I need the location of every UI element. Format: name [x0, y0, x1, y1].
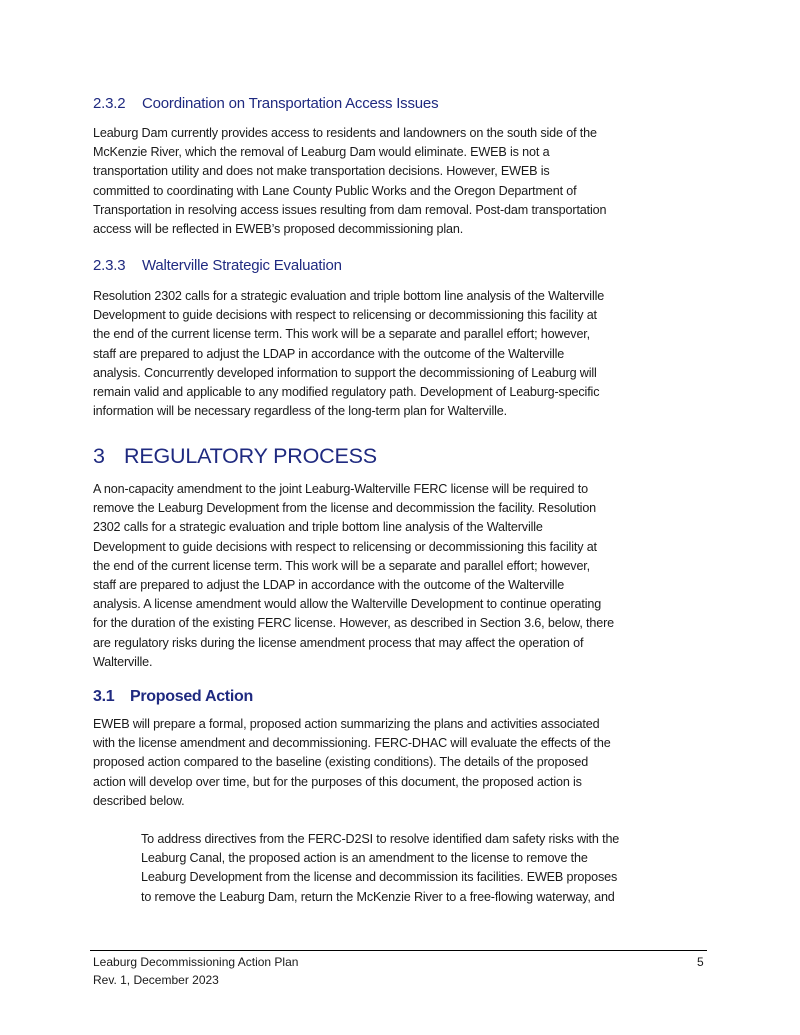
text-line: McKenzie River, which the removal of Leaburg Dam would eliminate. EWEB is not a: [93, 145, 550, 160]
heading-number: 2.3.2: [93, 95, 126, 112]
text-line: Leaburg Canal, the proposed action is an amendment to the license to remove the: [141, 851, 588, 866]
footer-revision: Rev. 1, December 2023: [93, 973, 219, 987]
page-number: 5: [697, 955, 704, 969]
text-line: Resolution 2302 calls for a strategic evaluation and triple bottom line analysis of the Walterville: [93, 289, 605, 303]
heading-3: [93, 444, 377, 469]
heading-number: 3: [93, 444, 105, 468]
heading-title: Coordination on Transportation Access Issues: [142, 95, 439, 112]
text-line: Development to guide decisions with respect to relicensing or decommissioning this facility at: [93, 308, 597, 323]
text-line: A non-capacity amendment to the joint Leaburg-Walterville FERC license will be required to: [93, 482, 588, 496]
text-line: described below.: [93, 793, 185, 808]
paragraph-3: [93, 480, 614, 672]
heading-title: Walterville Strategic Evaluation: [142, 257, 342, 274]
text-line: EWEB will prepare a formal, proposed action summarizing the plans and activities associated: [93, 717, 600, 731]
text-line: Walterville.: [93, 654, 153, 669]
text-line: transportation utility and does not make transportation decisions. However, EWEB is: [93, 164, 550, 179]
footer-title: Leaburg Decommissioning Action Plan: [93, 955, 299, 969]
text-line: analysis. Concurrently developed information to support the decommissioning of Leaburg will: [93, 365, 597, 380]
text-line: committed to coordinating with Lane County Public Works and the Oregon Department of: [93, 183, 577, 198]
text-line: are regulatory risks during the license amendment process that may affect the operation of: [93, 635, 584, 650]
text-line: To address directives from the FERC-D2SI to resolve identified dam safety risks with the: [141, 832, 620, 846]
text-line: remain valid and applicable to any modified regulatory path. Development of Leaburg-specific: [93, 384, 600, 399]
text-line: with the license amendment and decommissioning. FERC-DHAC will evaluate the effects of the: [93, 736, 611, 751]
text-line: analysis. A license amendment would allow the Walterville Development to continue operating: [93, 597, 602, 612]
text-line: to remove the Leaburg Dam, return the McKenzie River to a free-flowing waterway, and: [141, 889, 615, 904]
heading-title: Proposed Action: [130, 688, 253, 705]
text-line: staff are prepared to adjust the LDAP in accordance with the outcome of the Walterville: [93, 577, 565, 592]
heading-number: 2.3.3: [93, 257, 126, 274]
footer-divider: [90, 950, 707, 951]
text-line: for the duration of the existing FERC license. However, as described in Section 3.6, below, there: [93, 616, 614, 631]
indented-paragraph-3-1: [141, 830, 619, 907]
heading-2-3-3: [93, 257, 342, 274]
text-line: the end of the current license term. This work will be a separate and parallel effort; however,: [93, 558, 591, 573]
paragraph-3-1: [93, 715, 611, 811]
text-line: staff are prepared to adjust the LDAP in accordance with the outcome of the Walterville: [93, 346, 565, 361]
text-line: Leaburg Dam currently provides access to residents and landowners on the south side of the: [93, 126, 597, 140]
text-line: remove the Leaburg Development from the license and decommission the facility. Resolution: [93, 501, 597, 516]
heading-2-3-2: [93, 95, 438, 112]
text-line: Leaburg Development from the license and decommission its facilities. EWEB proposes: [141, 870, 618, 885]
paragraph-2-3-3: [93, 287, 604, 421]
text-line: action will develop over time, but for the purposes of this document, the proposed action is: [93, 774, 582, 789]
text-line: access will be reflected in EWEB’s proposed decommissioning plan.: [93, 221, 464, 236]
text-line: proposed action compared to the baseline (existing conditions). The details of the proposed: [93, 755, 589, 770]
heading-title: REGULATORY PROCESS: [124, 444, 377, 468]
text-line: Transportation in resolving access issues resulting from dam removal. Post-dam transportation: [93, 202, 607, 217]
heading-3-1: [93, 688, 253, 706]
text-line: Development to guide decisions with respect to relicensing or decommissioning this facility at: [93, 539, 597, 554]
text-line: 2302 calls for a strategic evaluation and triple bottom line analysis of the Walterville: [93, 520, 543, 535]
text-line: the end of the current license term. This work will be a separate and parallel effort; however,: [93, 327, 591, 342]
paragraph-2-3-2: [93, 124, 606, 239]
heading-number: 3.1: [93, 688, 115, 705]
text-line: information will be necessary regardless of the long-term plan for Walterville.: [93, 404, 507, 419]
